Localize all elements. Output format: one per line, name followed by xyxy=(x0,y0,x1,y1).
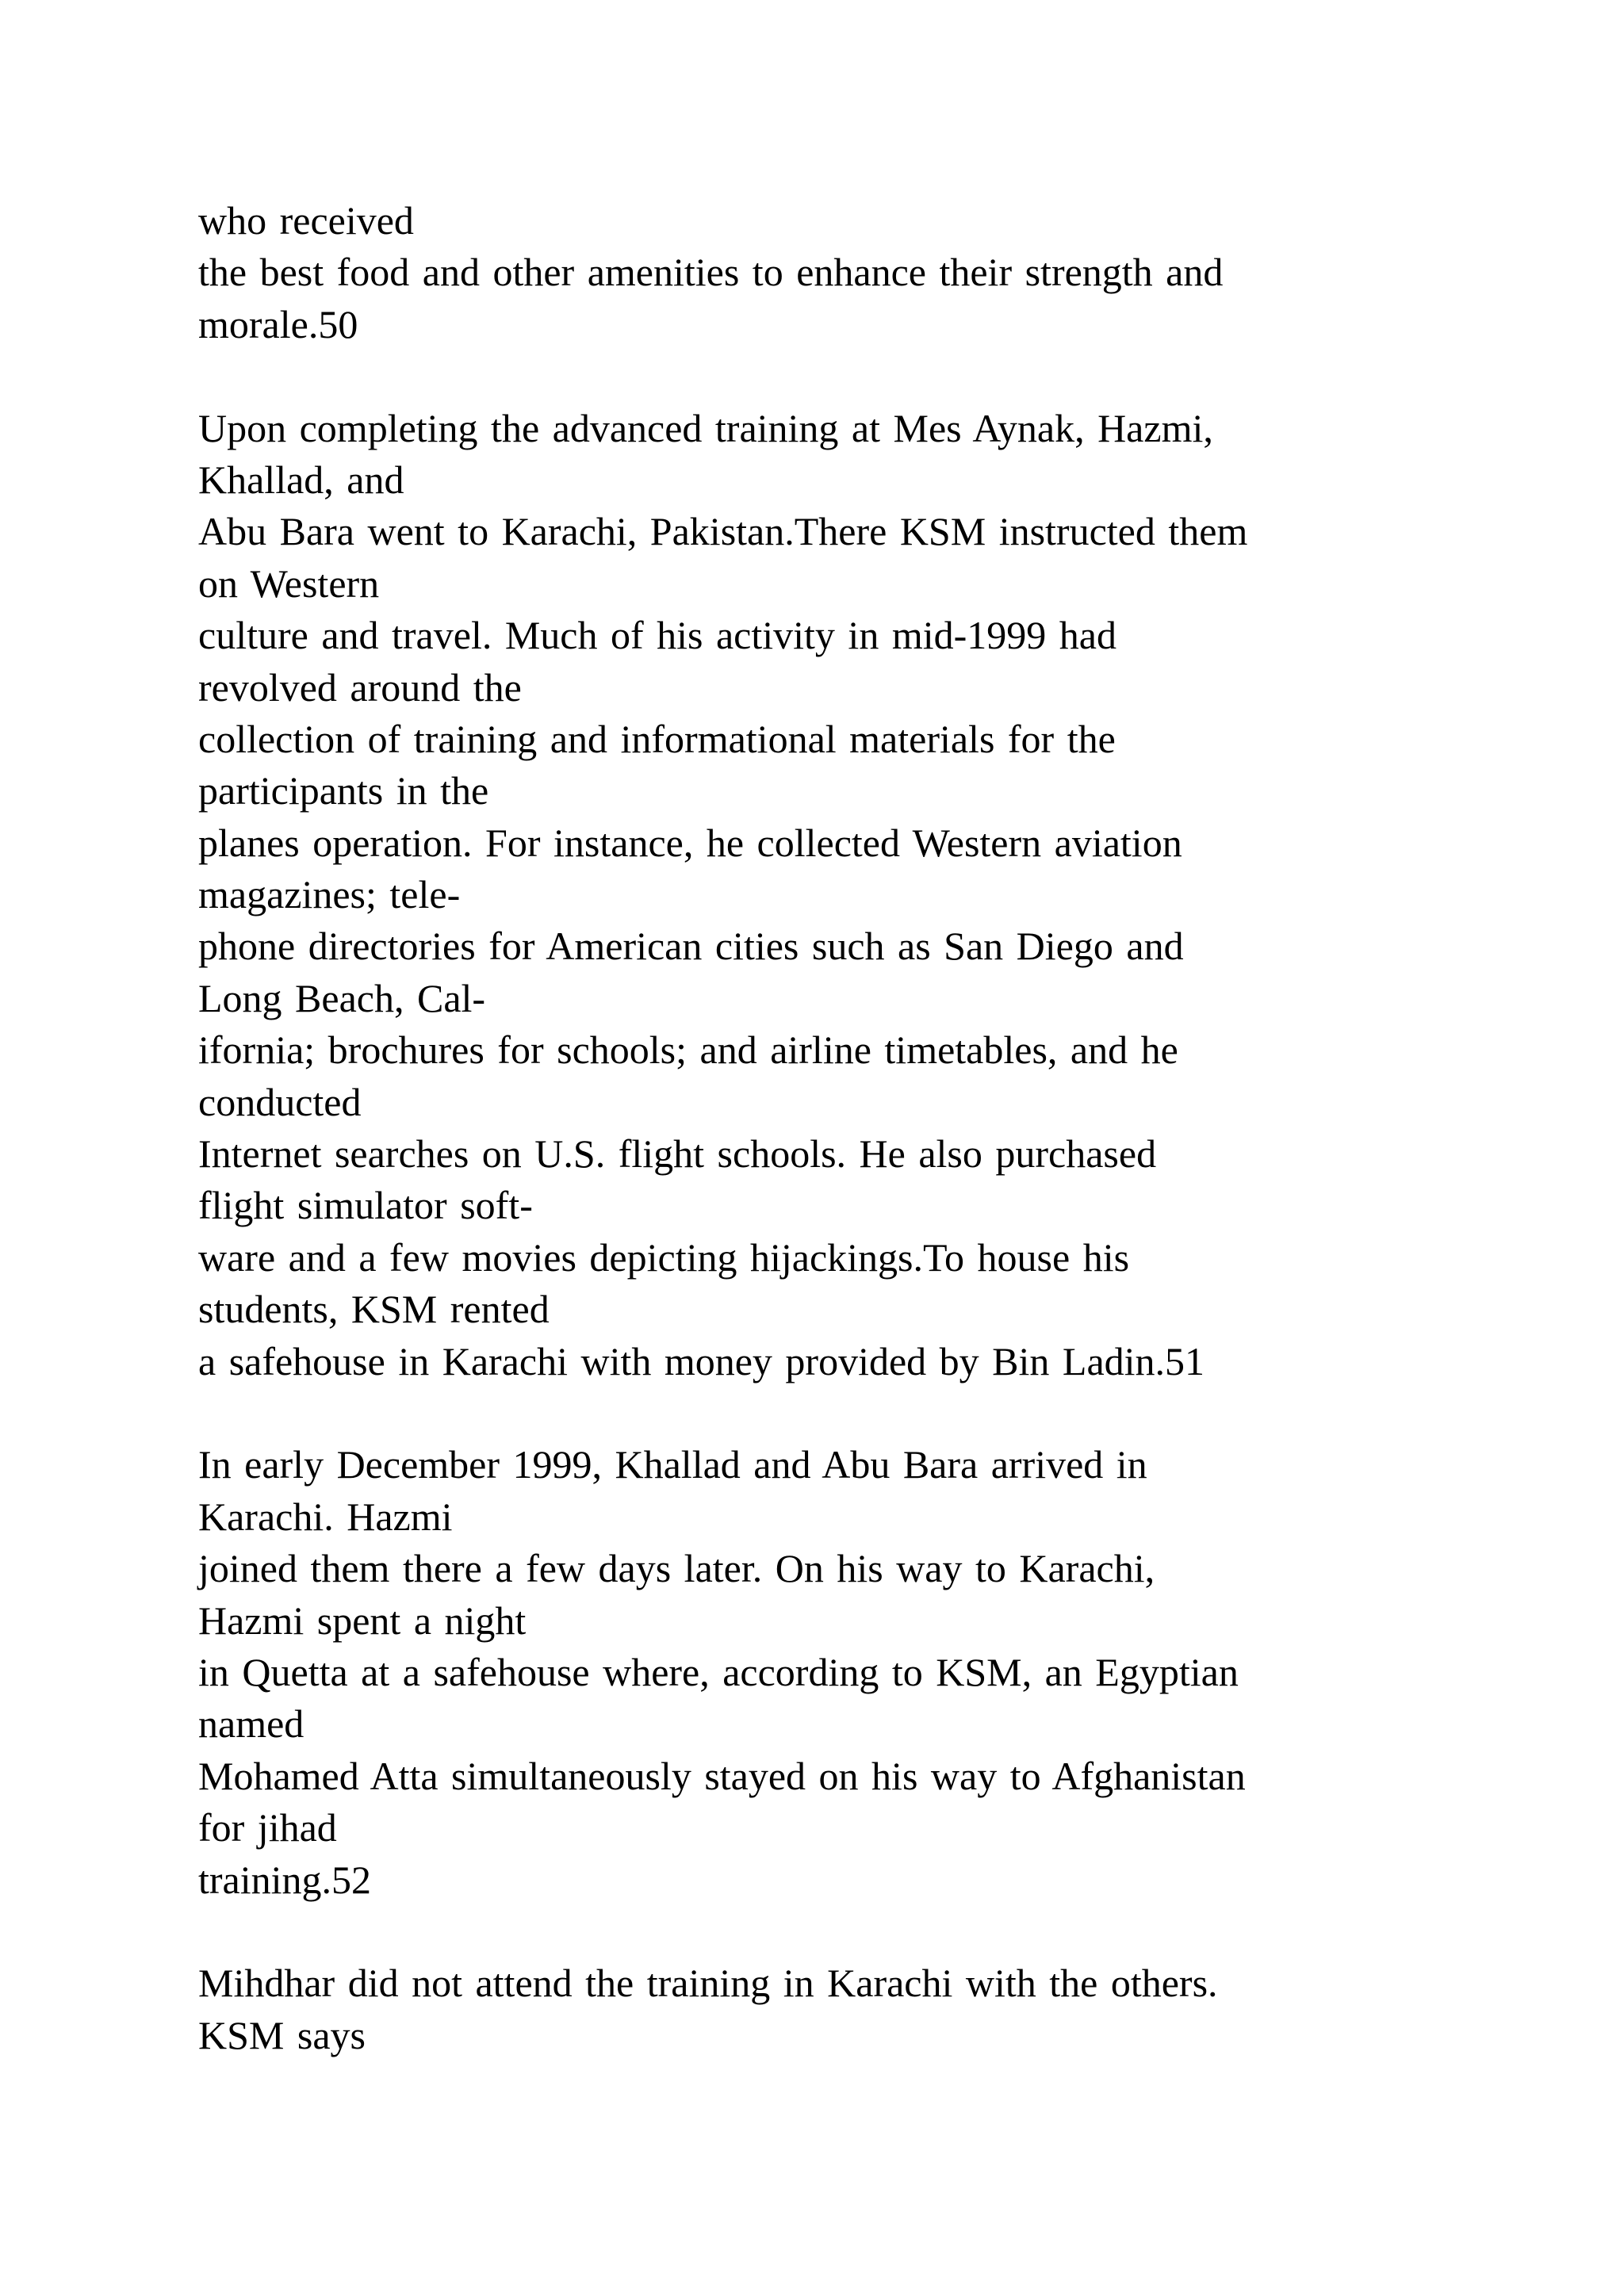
text-line: Khallad, and xyxy=(198,457,404,502)
paragraph-gap xyxy=(198,1906,1467,1957)
paragraph-3 xyxy=(198,1439,1467,1906)
text-line: Mihdhar did not attend the training in Karachi with the others. xyxy=(198,1961,1218,2006)
text-line: Upon completing the advanced training at Mes Aynak, Hazmi, xyxy=(198,405,1213,450)
paragraph-1 xyxy=(198,195,1467,350)
text-line: KSM says xyxy=(198,2012,366,2057)
text-line: a safehouse in Karachi with money provided by Bin Ladin.51 xyxy=(198,1338,1205,1383)
text-line: culture and travel. Much of his activity in mid-1999 had xyxy=(198,613,1116,658)
text-line: In early December 1999, Khallad and Abu Bara arrived in xyxy=(198,1442,1147,1487)
text-line: conducted xyxy=(198,1079,362,1124)
text-line: planes operation. For instance, he collected Western aviation xyxy=(198,820,1182,865)
text-line: Karachi. Hazmi xyxy=(198,1494,453,1539)
paragraph-2 xyxy=(198,403,1467,1387)
text-line: Long Beach, Cal- xyxy=(198,975,486,1020)
text-line: joined them there a few days later. On his way to Karachi, xyxy=(198,1546,1155,1591)
text-line: students, KSM rented xyxy=(198,1287,550,1332)
text-line: revolved around the xyxy=(198,664,522,710)
text-line: who received xyxy=(198,198,414,243)
text-line: morale.50 xyxy=(198,301,358,346)
text-line: on Western xyxy=(198,561,380,606)
text-line: Internet searches on U.S. flight schools. He also purchased xyxy=(198,1131,1157,1177)
text-line: collection of training and informational materials for the xyxy=(198,716,1116,761)
text-line: participants in the xyxy=(198,768,489,813)
paragraph-gap xyxy=(198,1387,1467,1439)
text-line: training.52 xyxy=(198,1857,372,1902)
text-line: Hazmi spent a night xyxy=(198,1598,527,1643)
text-line: ware and a few movies depicting hijackings.To house his xyxy=(198,1234,1130,1280)
text-line: named xyxy=(198,1701,304,1747)
text-line: phone directories for American cities such as San Diego and xyxy=(198,924,1184,969)
document-body xyxy=(198,195,1467,2061)
text-line: the best food and other amenities to enhance their strength and xyxy=(198,250,1224,295)
text-line: flight simulator soft- xyxy=(198,1183,533,1228)
text-line: magazines; tele- xyxy=(198,872,461,917)
text-line: ifornia; brochures for schools; and airline timetables, and he xyxy=(198,1027,1178,1073)
paragraph-4 xyxy=(198,1957,1467,2061)
text-line: for jihad xyxy=(198,1805,337,1850)
paragraph-gap xyxy=(198,350,1467,402)
text-line: in Quetta at a safehouse where, according to KSM, an Egyptian xyxy=(198,1649,1239,1694)
text-line: Mohamed Atta simultaneously stayed on his way to Afghanistan xyxy=(198,1753,1246,1798)
text-line: Abu Bara went to Karachi, Pakistan.There KSM instructed them xyxy=(198,509,1248,554)
